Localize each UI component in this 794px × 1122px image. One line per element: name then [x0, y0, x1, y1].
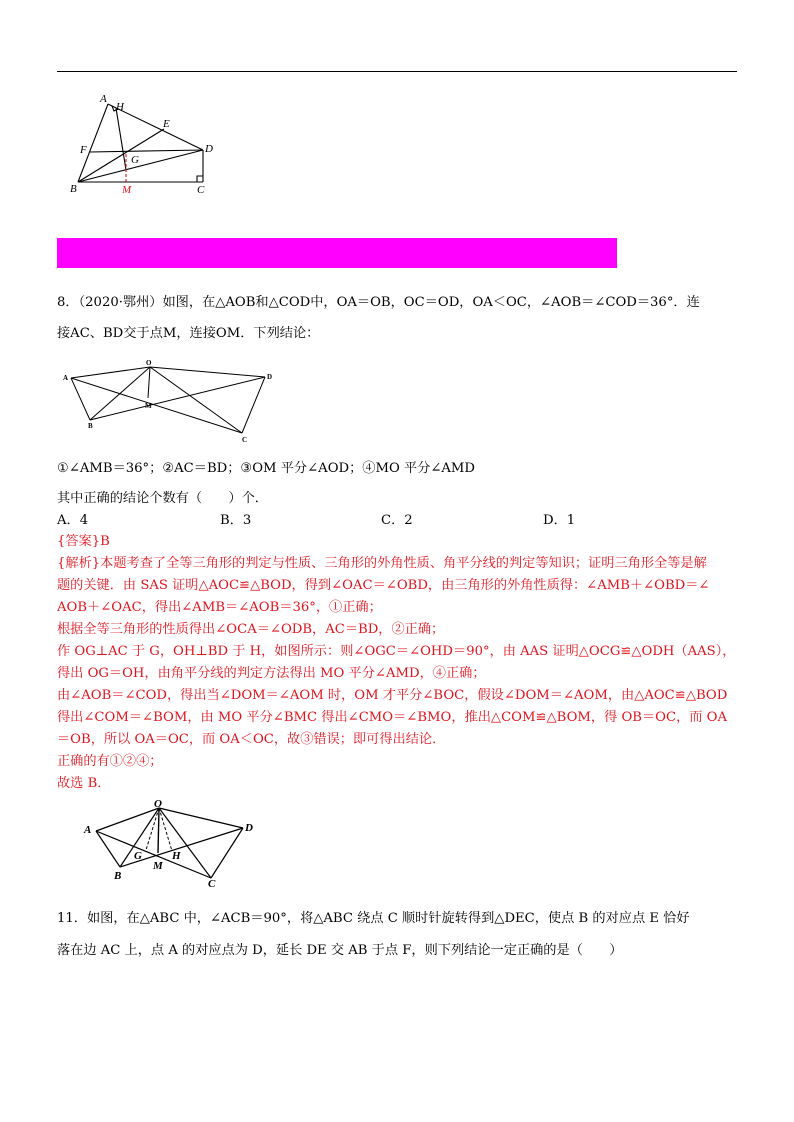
- fig1-label-e: E: [163, 118, 170, 130]
- q11-line1: 11．如图，在△ABC 中，∠ACB＝90°，将△ABC 绕点 C 顺时针旋转得到△DEC，使点 B 的对应点 E 恰好: [57, 911, 690, 926]
- fig1-label-b: B: [70, 183, 77, 195]
- sol-fig-label-a: A: [84, 824, 92, 836]
- q8-fig-label-m: M: [145, 402, 152, 410]
- figure-q8: [60, 358, 285, 446]
- q8-analysis-line-11: 故选 B．: [57, 776, 111, 791]
- fig1-label-f: F: [80, 144, 87, 156]
- sol-fig-label-c: C: [208, 878, 216, 890]
- q8-option-c: C．2: [381, 513, 413, 528]
- q8-analysis-line-4: 根据全等三角形的性质得出∠OCA＝∠ODB，AC＝BD，②正确；: [57, 622, 445, 637]
- fig1-label-a: A: [100, 93, 107, 105]
- q8-analysis-line-10: 正确的有①②④；: [57, 754, 163, 769]
- q8-ask: 其中正确的结论个数有（ ）个．: [57, 491, 268, 506]
- fig1-label-g: G: [131, 154, 139, 166]
- q8-answer: {答案}B: [57, 534, 110, 549]
- sol-fig-label-b: B: [114, 870, 122, 882]
- sol-fig-label-g: G: [134, 850, 142, 862]
- q11-line2: 落在边 AC 上，点 A 的对应点为 D，延长 DE 交 AB 于点 F，则下列结论一定正确的是（ ）: [57, 943, 623, 958]
- q8-analysis-line-7: 由∠AOB＝∠COD，得出当∠DOM＝∠AOM 时，OM 才平分∠BOC，假设∠DOM＝∠AOM，由△AOC≌△BOD: [57, 688, 728, 703]
- section-highlight-bar: [57, 238, 617, 268]
- q8-analysis-line-8: 得出∠COM＝∠BOM，由 MO 平分∠BMC 得出∠CMO＝∠BMO，推出△COM≌△BOM，得 OB＝OC，而 OA: [57, 710, 727, 725]
- sol-fig-label-m: M: [153, 860, 163, 872]
- q8-option-d: D．1: [543, 513, 576, 528]
- q8-fig-label-o: O: [146, 359, 152, 367]
- q8-analysis-line-5: 作 OG⊥AC 于 G，OH⊥BD 于 H，如图所示：则∠OGC＝∠OHD＝90°，由 AAS 证明△OCG≌△ODH（AAS），: [57, 644, 736, 659]
- q8-fig-label-c: C: [242, 436, 248, 444]
- q8-option-a: A．4: [57, 513, 89, 528]
- fig1-label-m: M: [122, 184, 132, 196]
- q8-fig-label-a: A: [63, 374, 69, 382]
- q8-analysis-line-1: {解析}本题考查了全等三角形的判定与性质、三角形的外角性质、角平分线的判定等知识；证明三角形全等是解: [57, 556, 707, 571]
- q8-analysis-line-6: 得出 OG＝OH，由角平分线的判定方法得出 MO 平分∠AMD，④正确；: [57, 666, 486, 681]
- sol-fig-label-h: H: [172, 850, 181, 862]
- figure-q8-solution: [80, 795, 270, 890]
- sol-fig-label-o: O: [154, 798, 162, 810]
- q8-analysis-line-2: 题的关键．由 SAS 证明△AOC≌△BOD，得到∠OAC＝∠OBD，由三角形的外角性质得：∠AMB＋∠OBD＝∠: [57, 578, 710, 593]
- sol-fig-label-d: D: [245, 822, 253, 834]
- q8-conclusions: ①∠AMB＝36°；②AC＝BD；③OM 平分∠AOD；④MO 平分∠AMD: [57, 461, 475, 476]
- q8-fig-label-d: D: [267, 373, 273, 381]
- q8-analysis-line-3: AOB＋∠OAC，得出∠AMB＝∠AOB＝36°，①正确；: [57, 600, 382, 615]
- fig1-label-c: C: [197, 184, 205, 196]
- top-rule: [57, 71, 737, 72]
- figure-1: [60, 92, 230, 202]
- fig1-label-d: D: [205, 143, 213, 155]
- q8-analysis-line-9: ＝OB，所以 OA＝OC，而 OA＜OC，故③错误；即可得出结论．: [57, 732, 446, 747]
- q8-stem-line1: 8．（2020·鄂州）如图，在△AOB和△COD中，OA＝OB，OC＝OD，OA＜OC，∠AOB＝∠COD＝36°．连: [57, 295, 700, 310]
- q8-option-b: B．3: [220, 513, 252, 528]
- fig1-label-h: H: [116, 101, 124, 113]
- q8-stem-line2: 接AC、BD交于点M，连接OM．下列结论：: [57, 326, 320, 341]
- q8-fig-label-b: B: [88, 422, 93, 430]
